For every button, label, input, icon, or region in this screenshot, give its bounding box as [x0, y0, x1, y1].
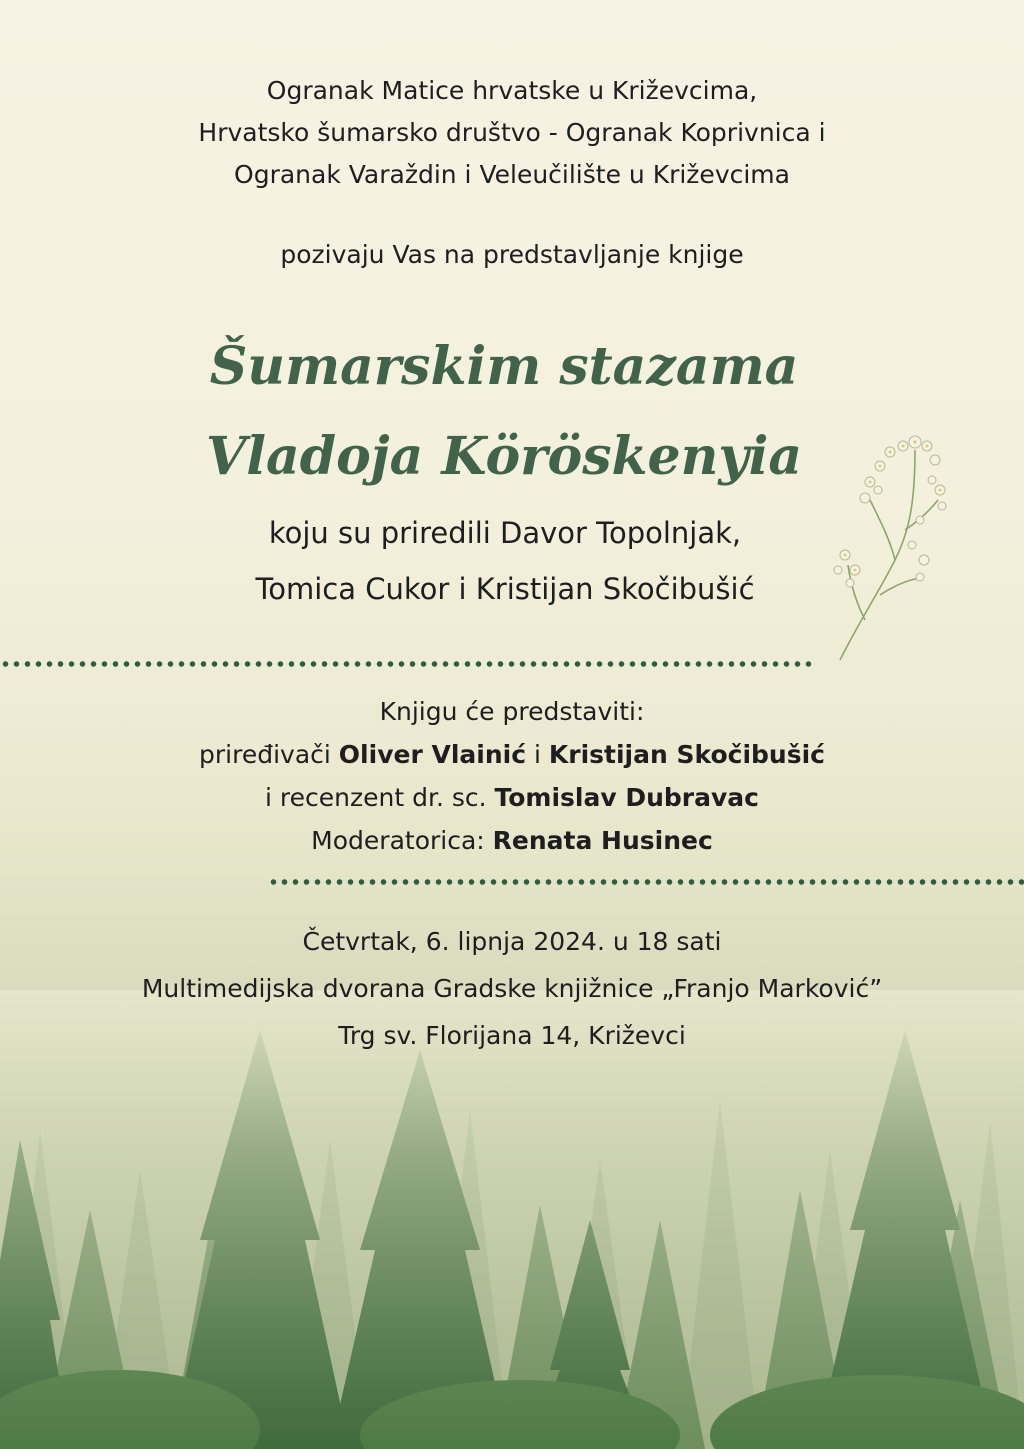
organizer-line: Ogranak Varaždin i Veleučilište u Križevcima — [234, 160, 790, 189]
book-title — [0, 322, 1008, 502]
editors-block — [0, 505, 1010, 617]
presenters-block — [0, 690, 1024, 862]
label-text: Moderatorica: — [311, 826, 493, 855]
label-text: i recenzent dr. sc. — [265, 783, 495, 812]
dotted-divider — [268, 878, 1024, 886]
moderator-name: Renata Husinec — [492, 826, 713, 855]
book-title-line: Vladoja Köröskenyia — [205, 426, 803, 487]
organizer-line: Hrvatsko šumarsko društvo - Ogranak Koprivnica i — [198, 118, 826, 147]
event-date: Četvrtak, 6. lipnja 2024. u 18 sati — [302, 927, 722, 956]
event-venue: Multimedijska dvorana Gradske knjižnice „Franjo Marković” — [141, 974, 883, 1003]
dotted-divider — [0, 660, 815, 668]
presenters-heading: Knjigu će predstaviti: — [379, 697, 645, 726]
book-title-line: Šumarskim stazama — [209, 336, 799, 397]
label-text: i — [526, 740, 549, 769]
presenters-reviewer-line — [0, 776, 1024, 819]
reviewer-name: Tomislav Dubravac — [494, 783, 759, 812]
event-address: Trg sv. Florijana 14, Križevci — [338, 1021, 686, 1050]
label-text: priređivači — [199, 740, 339, 769]
editors-line: Tomica Cukor i Kristijan Skočibušić — [255, 572, 755, 606]
invite-text: pozivaju Vas na predstavljanje knjige — [280, 240, 744, 269]
presenters-moderator-line — [0, 819, 1024, 862]
organizers-block — [0, 70, 1024, 196]
organizer-line: Ogranak Matice hrvatske u Križevcima, — [266, 76, 758, 105]
event-details — [0, 918, 1024, 1059]
editor-name: Oliver Vlainić — [338, 740, 527, 769]
editor-name: Kristijan Skočibušić — [548, 740, 825, 769]
presenters-editors-line — [0, 733, 1024, 776]
editors-line: koju su priredili Davor Topolnjak, — [268, 516, 742, 550]
